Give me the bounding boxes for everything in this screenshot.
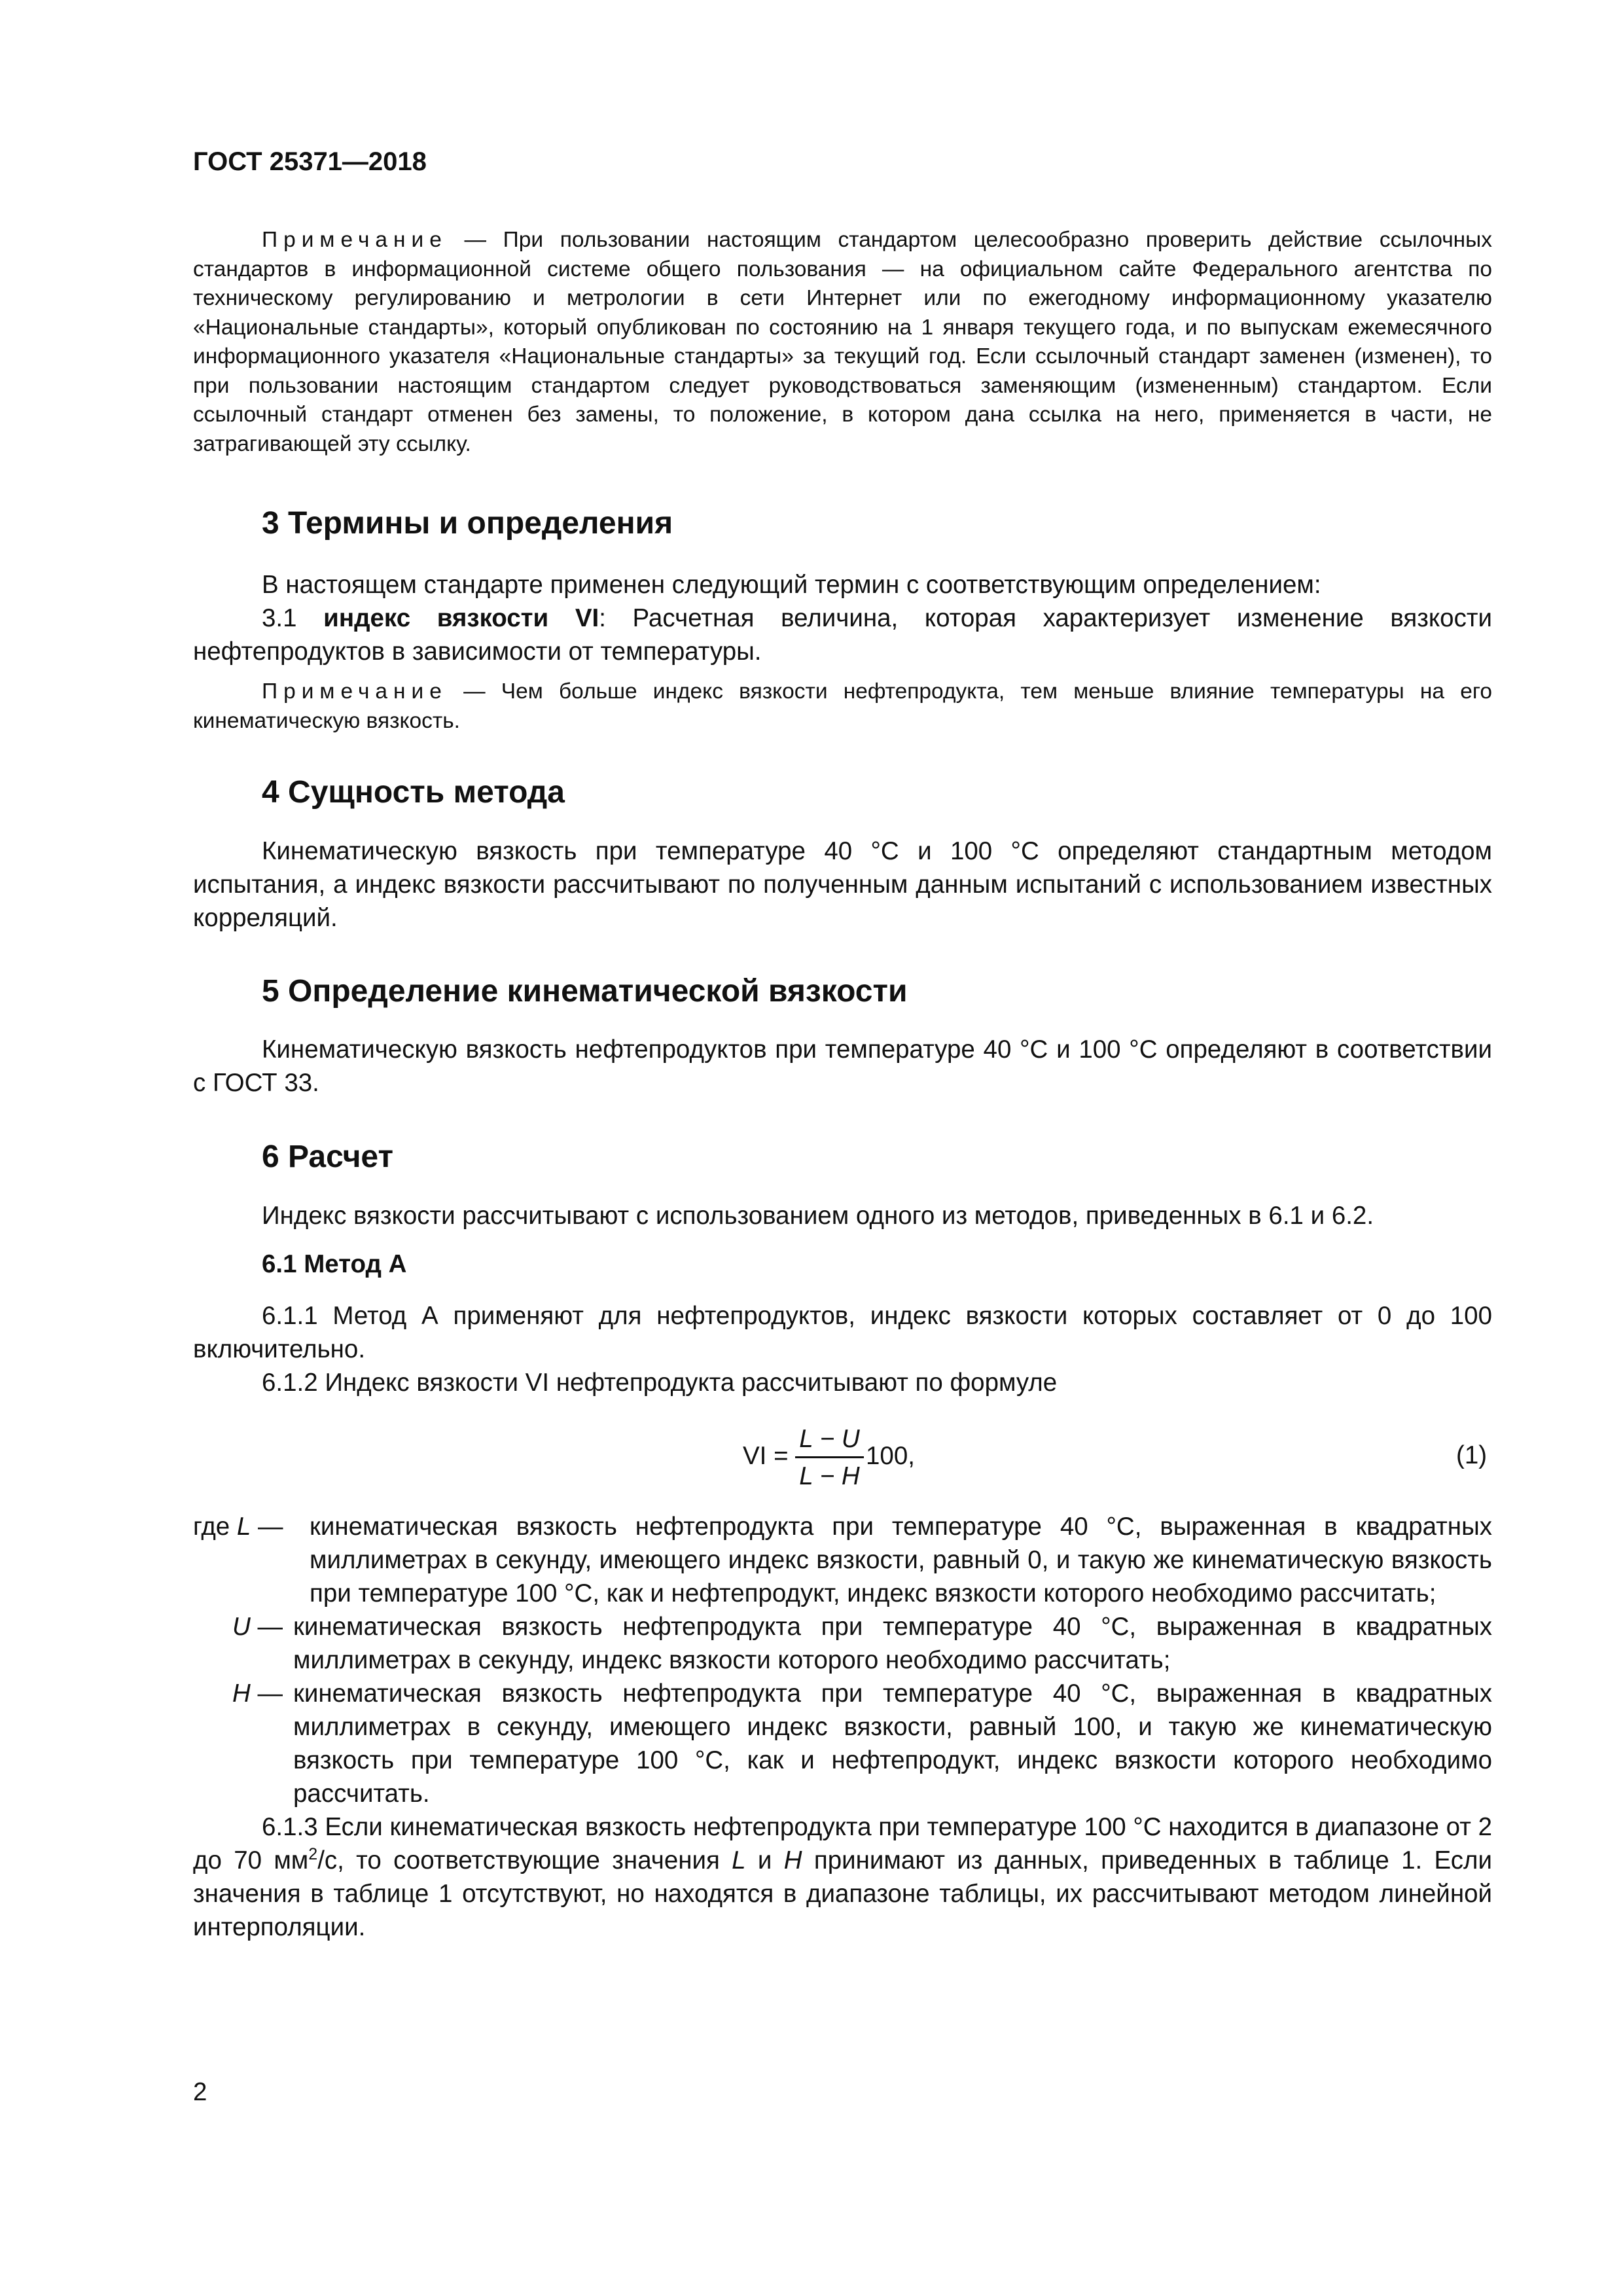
formula-multiplier: 100,: [866, 1442, 915, 1470]
page-number: 2: [193, 2078, 207, 2106]
formula-1: [743, 1424, 939, 1496]
section-5-text: Кинематическую вязкость нефтепродуктов при температуре 40 °С и 100 °С определяют в соответствии с ГОСТ 33.: [193, 1035, 1492, 1097]
subsection-6-1-title: 6.1 Метод А: [262, 1250, 407, 1278]
section-6-title: 6 Расчет: [262, 1139, 393, 1174]
where-label: где: [193, 1513, 230, 1541]
definition-U: U — кинематическая вязкость нефтепродукта при температуре 40 °С, выраженная в квадратных миллиметрах в секунду, индекс вязкости которого необходимо рассчитать;: [193, 1610, 1492, 1677]
section-6-1-body: [193, 1299, 1492, 1399]
formula-lhs: VI =: [743, 1442, 789, 1470]
definition-U-text: кинематическая вязкость нефтепродукта при температуре 40 °С, выраженная в квадратных миллиметрах в секунду, индекс вязкости которого необходимо рассчитать;: [293, 1613, 1492, 1674]
fraction-bar: [795, 1456, 864, 1458]
definition-H-text: кинематическая вязкость нефтепродукта при температуре 40 °С, выраженная в квадратных миллиметрах в секунду, имеющего индекс вязкости, равный 100, и такую же кинематическую вязкость при температуре 100 °С, как и нефтепродукт, индекс вязкости которого необходимо рассчитать.: [293, 1679, 1492, 1808]
definition-H: H — кинематическая вязкость нефтепродукта при температуре 40 °С, выраженная в квадратных миллиметрах в секунду, имеющего индекс вязкости, равный 100, и такую же кинематическую вязкость при температуре 100 °С, как и нефтепродукт, индекс вязкости которого необходимо рассчитать.: [193, 1677, 1492, 1810]
definition-L: где L — кинематическая вязкость нефтепродукта при температуре 40 °С, выраженная в квадратных миллиметрах в секунду, имеющего индекс вязкости, равный 0, и такую же кинематическую вязкость при температуре 100 °С, как и нефтепродукт, индекс вязкости которого необходимо рассчитать;: [193, 1510, 1492, 1610]
term-3-1: 3.1 индекс вязкости VI: Расчетная величина, которая характеризует изменение вязкости нефтепродуктов в зависимости от температуры.: [193, 604, 1492, 666]
term-note-label: Примечание: [262, 679, 448, 704]
section-3-intro: В настоящем стандарте применен следующий термин с соответствующим определением:: [262, 571, 1321, 599]
formula-denominator: L − H: [799, 1462, 860, 1490]
term-definition: : Расчетная величина, которая характеризует изменение вязкости нефтепродуктов в зависимости от температуры.: [193, 604, 1492, 666]
section-6-intro: Индекс вязкости рассчитывают с использованием одного из методов, приведенных в 6.1 и 6.2.: [262, 1202, 1374, 1230]
section-4-body: [193, 834, 1492, 935]
variable-definitions: [193, 1510, 1492, 1944]
paragraph-6-1-3: 6.1.3 Если кинематическая вязкость нефтепродукта при температуре 100 °С находится в диапазоне от 2 до 70 $мм^2/с$, то соответствующие значения L и H принимают из данных, приведенных в таблице 1. Если значения в таблице 1 отсутствуют, но находятся в диапазоне таблицы, их рассчитывают методом линейной интерполяции.: [193, 1813, 1493, 1941]
document-code-header: ГОСТ 25371—2018: [193, 147, 427, 176]
section-5-title: 5 Определение кинематической вязкости: [262, 974, 908, 1009]
reference-note: [193, 226, 1492, 459]
note-text: — При пользовании настоящим стандартом целесообразно проверить действие ссылочных стандартов в информационной системе общего пользования — на официальном сайте Федерального агентства по техническому регулированию и метрологии в сети Интернет или по ежегодному информационному указателю «Национальные стандарты», который опубликован по состоянию на 1 января текущего года, и по выпускам ежемесячного информационного указателя «Национальные стандарты» за текущий год. Если ссылочный стандарт заменен (изменен), то при пользовании настоящим стандартом следует руководствоваться заменяющим (измененным) стандартом. Если ссылочный стандарт отменен без замены, то положение, в котором дана ссылка на него, применяется в части, не затрагивающей эту ссылку.: [193, 228, 1492, 456]
section-6-intro-block: [193, 1199, 1492, 1232]
formula-fraction: [795, 1424, 864, 1492]
paragraph-6-1-1: 6.1.1 Метод А применяют для нефтепродуктов, индекс вязкости которых составляет от 0 до 100 включительно.: [193, 1302, 1492, 1363]
section-4-title: 4 Сущность метода: [262, 775, 565, 810]
definition-L-text: кинематическая вязкость нефтепродукта при температуре 40 °С, выраженная в квадратных миллиметрах в секунду, имеющего индекс вязкости, равный 0, и такую же кинематическую вязкость при температуре 100 °С, как и нефтепродукт, индекс вязкости которого необходимо рассчитать;: [310, 1513, 1492, 1607]
section-3-title: 3 Термины и определения: [262, 506, 673, 541]
term-note: [193, 677, 1492, 736]
section-3-body: [193, 568, 1492, 736]
term-note-text: — Чем больше индекс вязкости нефтепродукта, тем меньше влияние температуры на его кинематическую вязкость.: [193, 679, 1492, 733]
note-label: Примечание: [262, 228, 448, 252]
term-name: индекс вязкости VI: [323, 604, 599, 632]
section-5-body: [193, 1033, 1492, 1100]
symbol-L: L: [236, 1513, 251, 1541]
equation-number: (1): [1456, 1441, 1488, 1469]
formula-numerator: L − U: [799, 1425, 860, 1453]
symbol-H: H: [232, 1679, 251, 1708]
symbol-U: U: [232, 1613, 251, 1641]
paragraph-6-1-2: 6.1.2 Индекс вязкости VI нефтепродукта рассчитывают по формуле: [262, 1369, 1058, 1397]
section-4-text: Кинематическую вязкость при температуре 40 °С и 100 °С определяют стандартным методом испытания, а индекс вязкости рассчитывают по полученным данным испытаний с использованием известных корреляций.: [193, 837, 1492, 932]
